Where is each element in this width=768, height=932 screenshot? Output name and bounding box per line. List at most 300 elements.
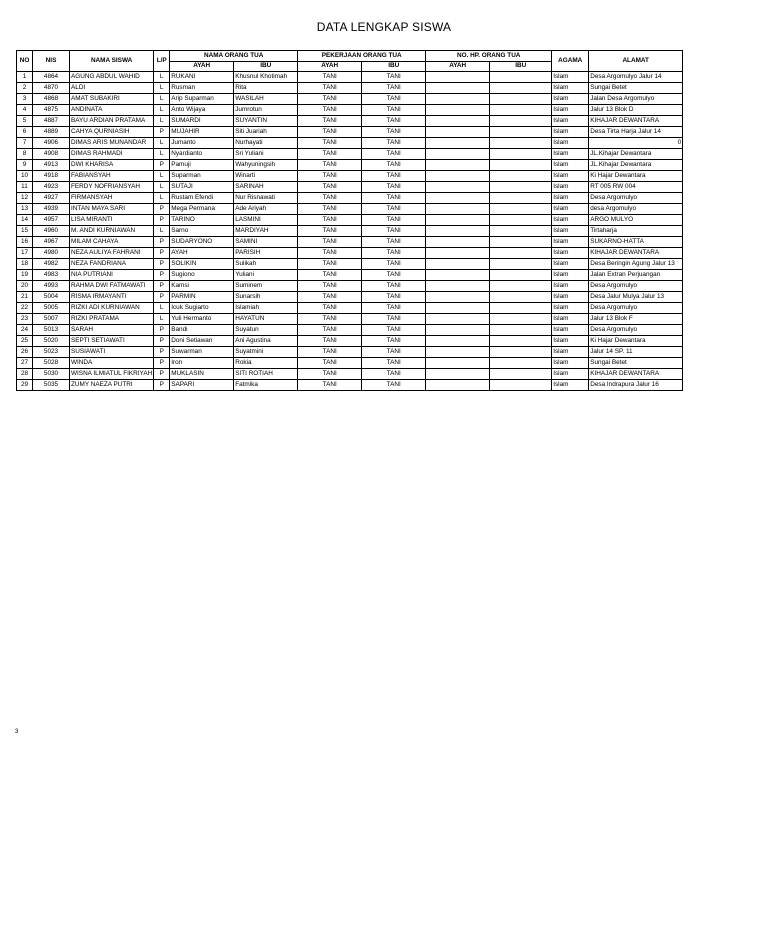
cell-hp-ibu	[490, 292, 552, 303]
cell-pekerjaan-ibu: TANI	[362, 336, 426, 347]
cell-pekerjaan-ibu: TANI	[362, 94, 426, 105]
cell-alamat: Ki Hajar Dewantara	[589, 336, 683, 347]
cell-agama: Islam	[552, 116, 589, 127]
cell-pekerjaan-ibu: TANI	[362, 215, 426, 226]
cell-nama-siswa: WISNA ILMIATUL FIKRIYAH	[70, 369, 154, 380]
cell-hp-ibu	[490, 325, 552, 336]
cell-hp-ayah	[426, 281, 490, 292]
cell-hp-ibu	[490, 303, 552, 314]
cell-pekerjaan-ayah: TANI	[298, 237, 362, 248]
cell-nama-ibu: SAMINI	[234, 237, 298, 248]
cell-hp-ayah	[426, 94, 490, 105]
cell-lp: P	[154, 336, 170, 347]
cell-hp-ibu	[490, 358, 552, 369]
cell-nama-siswa: DIMAS RAHMADI	[70, 149, 154, 160]
cell-lp: L	[154, 83, 170, 94]
cell-nama-ibu: Wahyuningsih	[234, 160, 298, 171]
table-row	[17, 182, 683, 193]
cell-nis: 5005	[33, 303, 70, 314]
table-row	[17, 160, 683, 171]
cell-hp-ayah	[426, 358, 490, 369]
cell-agama: Islam	[552, 336, 589, 347]
cell-pekerjaan-ibu: TANI	[362, 149, 426, 160]
cell-alamat: RT 005 RW 004	[589, 182, 683, 193]
header-lp: L/P	[154, 51, 170, 72]
cell-lp: L	[154, 94, 170, 105]
cell-pekerjaan-ayah: TANI	[298, 204, 362, 215]
table-row	[17, 248, 683, 259]
cell-nis: 4906	[33, 138, 70, 149]
cell-hp-ayah	[426, 127, 490, 138]
cell-lp: L	[154, 72, 170, 83]
header-nama-orang-tua: NAMA ORANG TUA	[170, 51, 298, 62]
cell-pekerjaan-ibu: TANI	[362, 193, 426, 204]
student-rows	[17, 72, 683, 391]
cell-alamat: SUKARNO-HATTA	[589, 237, 683, 248]
cell-hp-ayah	[426, 138, 490, 149]
cell-nama-ayah: TARINO	[170, 215, 234, 226]
cell-hp-ayah	[426, 226, 490, 237]
cell-nis: 5013	[33, 325, 70, 336]
cell-no: 13	[17, 204, 33, 215]
cell-agama: Islam	[552, 314, 589, 325]
table-row	[17, 116, 683, 127]
cell-nama-ibu: Suyatun	[234, 325, 298, 336]
cell-alamat: Tirtaharja	[589, 226, 683, 237]
cell-agama: Islam	[552, 325, 589, 336]
cell-nama-ibu: Ani Agustina	[234, 336, 298, 347]
cell-hp-ibu	[490, 281, 552, 292]
cell-pekerjaan-ayah: TANI	[298, 105, 362, 116]
cell-nama-ayah: Sugiono	[170, 270, 234, 281]
table-row	[17, 292, 683, 303]
table-row	[17, 94, 683, 105]
cell-nama-ibu: Winarti	[234, 171, 298, 182]
cell-no: 28	[17, 369, 33, 380]
cell-pekerjaan-ayah: TANI	[298, 281, 362, 292]
table-row	[17, 171, 683, 182]
cell-nis: 4980	[33, 248, 70, 259]
table-row	[17, 215, 683, 226]
cell-alamat: ARGO MULYO	[589, 215, 683, 226]
cell-no: 14	[17, 215, 33, 226]
student-data-table	[16, 50, 683, 391]
cell-agama: Islam	[552, 160, 589, 171]
cell-nama-ayah: Anto Wijaya	[170, 105, 234, 116]
cell-agama: Islam	[552, 171, 589, 182]
cell-nama-ibu: HAYATUN	[234, 314, 298, 325]
cell-nama-siswa: BAYU ARDIAN PRATAMA	[70, 116, 154, 127]
cell-agama: Islam	[552, 358, 589, 369]
cell-hp-ibu	[490, 105, 552, 116]
cell-nama-siswa: RAHMA DWI FATMAWATI	[70, 281, 154, 292]
cell-nama-ibu: LASMINI	[234, 215, 298, 226]
cell-pekerjaan-ibu: TANI	[362, 314, 426, 325]
cell-nama-siswa: RIZKI PRATAMA	[70, 314, 154, 325]
cell-nama-ibu: Khusnul Khotimah	[234, 72, 298, 83]
cell-pekerjaan-ayah: TANI	[298, 314, 362, 325]
cell-hp-ibu	[490, 138, 552, 149]
cell-lp: L	[154, 193, 170, 204]
cell-pekerjaan-ibu: TANI	[362, 303, 426, 314]
cell-nama-ayah: Nyardianto	[170, 149, 234, 160]
cell-pekerjaan-ibu: TANI	[362, 127, 426, 138]
cell-hp-ibu	[490, 182, 552, 193]
cell-nama-ayah: MUKLASIN	[170, 369, 234, 380]
header-pekerjaan-ayah: AYAH	[298, 62, 362, 72]
cell-nama-ibu: Sri Yuliani	[234, 149, 298, 160]
cell-alamat: Jalur 14 SP. 11	[589, 347, 683, 358]
table-row	[17, 149, 683, 160]
cell-no: 16	[17, 237, 33, 248]
cell-nama-ibu: Fatmika	[234, 380, 298, 391]
cell-no: 7	[17, 138, 33, 149]
cell-agama: Islam	[552, 281, 589, 292]
cell-agama: Islam	[552, 204, 589, 215]
cell-nama-ayah: SAPARI	[170, 380, 234, 391]
cell-pekerjaan-ayah: TANI	[298, 72, 362, 83]
cell-nama-ayah: Suparman	[170, 171, 234, 182]
cell-no: 4	[17, 105, 33, 116]
cell-alamat: JL.Kihajar Dewantara	[589, 149, 683, 160]
cell-nama-siswa: SARAH	[70, 325, 154, 336]
cell-hp-ayah	[426, 160, 490, 171]
cell-nama-siswa: DIMAS ARIS MUNANDAR	[70, 138, 154, 149]
cell-pekerjaan-ibu: TANI	[362, 281, 426, 292]
cell-nama-ayah: Kamsi	[170, 281, 234, 292]
table-row	[17, 314, 683, 325]
cell-nama-ayah: Yuli Hermanto	[170, 314, 234, 325]
cell-pekerjaan-ibu: TANI	[362, 83, 426, 94]
cell-hp-ayah	[426, 237, 490, 248]
cell-pekerjaan-ibu: TANI	[362, 116, 426, 127]
cell-lp: P	[154, 347, 170, 358]
cell-nis: 4868	[33, 94, 70, 105]
cell-lp: L	[154, 226, 170, 237]
cell-pekerjaan-ayah: TANI	[298, 325, 362, 336]
cell-pekerjaan-ibu: TANI	[362, 270, 426, 281]
cell-alamat: Desa Argomulyo	[589, 325, 683, 336]
cell-nama-ayah: Doni Setiawan	[170, 336, 234, 347]
cell-nama-siswa: FABIANSYAH	[70, 171, 154, 182]
cell-agama: Islam	[552, 248, 589, 259]
cell-pekerjaan-ibu: TANI	[362, 171, 426, 182]
cell-nis: 5023	[33, 347, 70, 358]
cell-pekerjaan-ayah: TANI	[298, 226, 362, 237]
cell-no: 18	[17, 259, 33, 270]
cell-pekerjaan-ibu: TANI	[362, 380, 426, 391]
cell-pekerjaan-ayah: TANI	[298, 149, 362, 160]
cell-pekerjaan-ayah: TANI	[298, 303, 362, 314]
cell-pekerjaan-ayah: TANI	[298, 138, 362, 149]
cell-nama-ayah: SOLIKIN	[170, 259, 234, 270]
cell-nis: 4982	[33, 259, 70, 270]
cell-agama: Islam	[552, 138, 589, 149]
cell-agama: Islam	[552, 347, 589, 358]
cell-nama-ayah: Suwarman	[170, 347, 234, 358]
cell-nama-ayah: Pamuji	[170, 160, 234, 171]
cell-hp-ibu	[490, 237, 552, 248]
cell-nama-siswa: ALDI	[70, 83, 154, 94]
cell-no: 6	[17, 127, 33, 138]
header-nama-siswa: NAMA SISWA	[70, 51, 154, 72]
cell-nis: 4923	[33, 182, 70, 193]
table-row	[17, 336, 683, 347]
cell-pekerjaan-ibu: TANI	[362, 259, 426, 270]
cell-nama-ibu: SITI ROTIAH	[234, 369, 298, 380]
cell-pekerjaan-ayah: TANI	[298, 369, 362, 380]
cell-pekerjaan-ibu: TANI	[362, 138, 426, 149]
cell-hp-ibu	[490, 149, 552, 160]
cell-nama-siswa: RISMA IRMAYANTI	[70, 292, 154, 303]
cell-agama: Islam	[552, 149, 589, 160]
page-title: DATA LENGKAP SISWA	[316, 20, 452, 34]
cell-lp: P	[154, 204, 170, 215]
cell-nis: 4864	[33, 72, 70, 83]
cell-nama-siswa: NIA PUTRIANI	[70, 270, 154, 281]
table-row	[17, 259, 683, 270]
cell-nis: 4983	[33, 270, 70, 281]
cell-nis: 4927	[33, 193, 70, 204]
cell-alamat: Jalur 13 Blok D	[589, 105, 683, 116]
cell-alamat: Desa Indrapura Jalur 16	[589, 380, 683, 391]
cell-nama-siswa: AMAT SUBAKIRI	[70, 94, 154, 105]
cell-nama-ibu: WASILAH	[234, 94, 298, 105]
cell-pekerjaan-ibu: TANI	[362, 325, 426, 336]
table-row	[17, 127, 683, 138]
cell-nama-ibu: MARDIYAH	[234, 226, 298, 237]
table-row	[17, 303, 683, 314]
table-row	[17, 281, 683, 292]
cell-nama-ayah: Rustam Efendi	[170, 193, 234, 204]
cell-hp-ayah	[426, 182, 490, 193]
cell-pekerjaan-ayah: TANI	[298, 358, 362, 369]
cell-no: 9	[17, 160, 33, 171]
cell-alamat: Desa Argomulyo	[589, 193, 683, 204]
header-alamat: ALAMAT	[589, 51, 683, 72]
cell-pekerjaan-ibu: TANI	[362, 105, 426, 116]
cell-hp-ayah	[426, 314, 490, 325]
cell-lp: L	[154, 314, 170, 325]
cell-pekerjaan-ayah: TANI	[298, 215, 362, 226]
cell-hp-ayah	[426, 105, 490, 116]
header-no-hp-orang-tua: NO. HP. ORANG TUA	[426, 51, 552, 62]
header-agama: AGAMA	[552, 51, 589, 72]
cell-nama-ibu: Ade Ariyah	[234, 204, 298, 215]
cell-nama-siswa: ZUMY NAEZA PUTRI	[70, 380, 154, 391]
cell-hp-ibu	[490, 215, 552, 226]
cell-no: 22	[17, 303, 33, 314]
cell-nama-ibu: SARINAH	[234, 182, 298, 193]
cell-lp: P	[154, 281, 170, 292]
cell-hp-ibu	[490, 83, 552, 94]
header-no: NO	[17, 51, 33, 72]
cell-lp: P	[154, 160, 170, 171]
cell-nama-ayah: SUMARDI	[170, 116, 234, 127]
cell-hp-ayah	[426, 204, 490, 215]
cell-agama: Islam	[552, 215, 589, 226]
cell-lp: L	[154, 105, 170, 116]
cell-alamat: Desa Argomulyo Jalur 14	[589, 72, 683, 83]
cell-nama-ibu: Yuliani	[234, 270, 298, 281]
cell-nama-ayah: Jumanto	[170, 138, 234, 149]
cell-nis: 4967	[33, 237, 70, 248]
cell-agama: Islam	[552, 182, 589, 193]
cell-no: 11	[17, 182, 33, 193]
cell-alamat: desa Argomulyo	[589, 204, 683, 215]
cell-agama: Islam	[552, 292, 589, 303]
cell-alamat: Desa Beringin Agung Jalur 13	[589, 259, 683, 270]
cell-hp-ibu	[490, 193, 552, 204]
cell-no: 27	[17, 358, 33, 369]
cell-hp-ayah	[426, 325, 490, 336]
cell-hp-ibu	[490, 160, 552, 171]
cell-nama-siswa: LISA MIRANTI	[70, 215, 154, 226]
header-nama-ibu: IBU	[234, 62, 298, 72]
cell-nama-siswa: ANDINATA	[70, 105, 154, 116]
cell-pekerjaan-ibu: TANI	[362, 248, 426, 259]
cell-lp: P	[154, 270, 170, 281]
table-row	[17, 105, 683, 116]
cell-nama-ayah: SUDARYONO	[170, 237, 234, 248]
cell-nama-ayah: SUTAJI	[170, 182, 234, 193]
cell-lp: L	[154, 171, 170, 182]
cell-pekerjaan-ayah: TANI	[298, 336, 362, 347]
cell-lp: L	[154, 182, 170, 193]
cell-pekerjaan-ayah: TANI	[298, 380, 362, 391]
cell-hp-ibu	[490, 369, 552, 380]
cell-alamat: KIHAJAR DEWANTARA	[589, 116, 683, 127]
cell-hp-ayah	[426, 248, 490, 259]
header-pekerjaan-ibu: IBU	[362, 62, 426, 72]
cell-nis: 4889	[33, 127, 70, 138]
cell-agama: Islam	[552, 259, 589, 270]
cell-hp-ayah	[426, 83, 490, 94]
cell-no: 19	[17, 270, 33, 281]
table-row	[17, 358, 683, 369]
cell-nama-siswa: FERDY NOFRIANSYAH	[70, 182, 154, 193]
cell-nama-siswa: MILAM CAHAYA	[70, 237, 154, 248]
cell-hp-ibu	[490, 72, 552, 83]
cell-nama-siswa: CAHYA QURNIASIH	[70, 127, 154, 138]
cell-hp-ayah	[426, 215, 490, 226]
cell-nama-ayah: Icuk Sugiarto	[170, 303, 234, 314]
table-row	[17, 138, 683, 149]
cell-alamat: KIHAJAR DEWANTARA	[589, 248, 683, 259]
cell-nama-ibu: Sunarsih	[234, 292, 298, 303]
cell-agama: Islam	[552, 380, 589, 391]
cell-pekerjaan-ayah: TANI	[298, 347, 362, 358]
cell-nama-ibu: Rita	[234, 83, 298, 94]
header-pekerjaan-orang-tua: PEKERJAAN ORANG TUA	[298, 51, 426, 62]
cell-agama: Islam	[552, 127, 589, 138]
cell-agama: Islam	[552, 83, 589, 94]
cell-nama-siswa: DWI KHARISA	[70, 160, 154, 171]
cell-hp-ayah	[426, 116, 490, 127]
table-row	[17, 193, 683, 204]
cell-alamat: Desa Tirta Harja Jalur 14	[589, 127, 683, 138]
cell-hp-ayah	[426, 193, 490, 204]
cell-no: 8	[17, 149, 33, 160]
cell-nis: 4957	[33, 215, 70, 226]
cell-alamat: Desa Jalur Mulya Jalur 13	[589, 292, 683, 303]
cell-hp-ibu	[490, 347, 552, 358]
cell-agama: Islam	[552, 72, 589, 83]
cell-hp-ibu	[490, 171, 552, 182]
table-row	[17, 325, 683, 336]
cell-lp: L	[154, 149, 170, 160]
cell-nama-ibu: Rokia	[234, 358, 298, 369]
cell-hp-ibu	[490, 116, 552, 127]
cell-lp: P	[154, 292, 170, 303]
cell-hp-ayah	[426, 149, 490, 160]
cell-no: 21	[17, 292, 33, 303]
cell-alamat: Jalan Extran Perjuangan	[589, 270, 683, 281]
table-row	[17, 237, 683, 248]
cell-pekerjaan-ibu: TANI	[362, 347, 426, 358]
table-row	[17, 347, 683, 358]
cell-agama: Islam	[552, 226, 589, 237]
cell-pekerjaan-ayah: TANI	[298, 171, 362, 182]
cell-nama-ayah: Mega Permana	[170, 204, 234, 215]
cell-pekerjaan-ayah: TANI	[298, 127, 362, 138]
cell-alamat: Sungai Betet	[589, 358, 683, 369]
cell-hp-ayah	[426, 303, 490, 314]
cell-no: 2	[17, 83, 33, 94]
cell-nama-ayah: Sarno	[170, 226, 234, 237]
cell-lp: P	[154, 358, 170, 369]
cell-pekerjaan-ayah: TANI	[298, 116, 362, 127]
cell-agama: Islam	[552, 369, 589, 380]
cell-no: 12	[17, 193, 33, 204]
cell-nama-ibu: Islamiah	[234, 303, 298, 314]
stray-mark: 3	[15, 729, 19, 735]
cell-nama-siswa: INTAN MAYA SARI	[70, 204, 154, 215]
cell-lp: P	[154, 259, 170, 270]
cell-hp-ayah	[426, 336, 490, 347]
cell-no: 29	[17, 380, 33, 391]
cell-nis: 5030	[33, 369, 70, 380]
cell-pekerjaan-ibu: TANI	[362, 72, 426, 83]
table-row	[17, 369, 683, 380]
cell-nama-siswa: FIRMANSYAH	[70, 193, 154, 204]
cell-alamat: Desa Argomulyo	[589, 303, 683, 314]
cell-alamat: KIHAJAR DEWANTARA	[589, 369, 683, 380]
cell-nama-siswa: SEPTI SETIAWATI	[70, 336, 154, 347]
cell-pekerjaan-ibu: TANI	[362, 182, 426, 193]
cell-pekerjaan-ibu: TANI	[362, 226, 426, 237]
header-hp-ibu: IBU	[490, 62, 552, 72]
cell-nis: 5004	[33, 292, 70, 303]
cell-nis: 4870	[33, 83, 70, 94]
cell-no: 25	[17, 336, 33, 347]
cell-nama-ayah: AYAH	[170, 248, 234, 259]
table-row	[17, 380, 683, 391]
cell-no: 23	[17, 314, 33, 325]
cell-hp-ayah	[426, 380, 490, 391]
cell-hp-ayah	[426, 270, 490, 281]
cell-alamat: Sungai Betet	[589, 83, 683, 94]
cell-nis: 4887	[33, 116, 70, 127]
cell-nama-siswa: WINDA	[70, 358, 154, 369]
cell-nis: 4993	[33, 281, 70, 292]
cell-nama-ayah: RUKANI	[170, 72, 234, 83]
cell-pekerjaan-ibu: TANI	[362, 237, 426, 248]
cell-no: 3	[17, 94, 33, 105]
cell-nis: 4918	[33, 171, 70, 182]
cell-pekerjaan-ayah: TANI	[298, 83, 362, 94]
cell-nis: 4939	[33, 204, 70, 215]
